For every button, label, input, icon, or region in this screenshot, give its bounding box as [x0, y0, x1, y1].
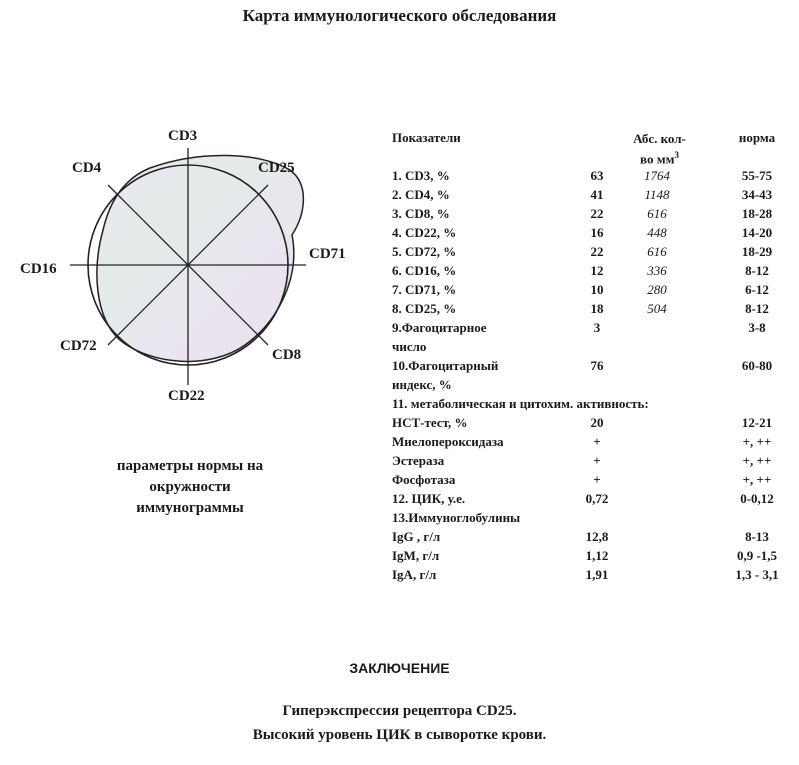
row-name: 9.Фагоцитарное — [392, 320, 487, 335]
row-value: 20 — [590, 415, 604, 430]
row-norm: 18-29 — [741, 244, 773, 259]
row-value: + — [593, 453, 601, 468]
row-name: IgM, г/л — [392, 548, 440, 563]
row-value: 76 — [590, 358, 604, 373]
immunogram-diagram — [0, 0, 380, 440]
row-norm: +, ++ — [742, 453, 772, 468]
row-value: 22 — [590, 206, 604, 221]
diagram-caption — [70, 456, 310, 519]
row-name: 8. CD25, % — [392, 301, 457, 316]
row-name: Фосфотаза — [392, 472, 456, 487]
row-name: IgG , г/л — [392, 529, 441, 544]
table-row — [392, 166, 799, 185]
row-value: 12,8 — [585, 529, 609, 544]
axis-label-cd16: CD16 — [20, 261, 57, 277]
table-row — [392, 470, 799, 489]
table-row — [392, 356, 799, 375]
row-norm: +, ++ — [742, 434, 772, 449]
row-value: 3 — [593, 320, 601, 335]
row-name: 6. CD16, % — [392, 263, 457, 278]
row-value: + — [593, 434, 601, 449]
table-row — [392, 242, 799, 261]
table-row — [392, 223, 799, 242]
header-indicator: Показатели — [392, 130, 461, 145]
row-abs-count: 336 — [647, 263, 667, 278]
row-value: 63 — [590, 168, 604, 183]
row-name: 7. CD71, % — [392, 282, 457, 297]
row-norm: 0-0,12 — [740, 491, 774, 506]
row-abs-count: 1764 — [644, 168, 670, 183]
row-name: НСТ-тест, % — [392, 415, 468, 430]
caption-line: окружности — [149, 479, 231, 495]
row-name: 3. CD8, % — [392, 206, 450, 221]
row-name: Эстераза — [392, 453, 445, 468]
axis-label-cd3: CD3 — [168, 128, 198, 144]
axis-label-cd8: CD8 — [272, 347, 302, 363]
row-name: IgA, г/л — [392, 567, 437, 582]
axis-label-cd71: CD71 — [309, 246, 346, 262]
row-norm: 55-75 — [741, 168, 773, 183]
results-table — [392, 130, 792, 600]
table-row — [392, 280, 799, 299]
row-norm: 18-28 — [741, 206, 773, 221]
row-value: 41 — [590, 187, 604, 202]
table-row — [392, 527, 799, 546]
row-abs-count: 448 — [647, 225, 667, 240]
conclusion-line-1: Гиперэкспрессия рецептора CD25. — [282, 703, 517, 719]
axis-label-cd4: CD4 — [72, 160, 102, 176]
caption-line: иммунограммы — [136, 500, 244, 516]
row-abs-count: 616 — [647, 206, 667, 221]
row-abs-count: 1148 — [644, 187, 670, 202]
row-norm: 8-12 — [745, 301, 769, 316]
patient-profile-shape — [97, 155, 303, 361]
table-row — [392, 394, 799, 413]
table-row — [392, 337, 799, 356]
row-name: 11. метаболическая и цитохим. активность: — [392, 396, 649, 411]
table-row — [392, 546, 799, 565]
row-value: + — [593, 472, 601, 487]
table-body — [392, 166, 799, 584]
caption-line: параметры нормы на — [116, 458, 264, 474]
header-abs-count — [622, 130, 697, 167]
row-norm: 8-13 — [745, 529, 769, 544]
table-row — [392, 261, 799, 280]
row-name: число — [392, 339, 427, 354]
row-value: 16 — [590, 225, 604, 240]
table-row — [392, 318, 799, 337]
header-norm: норма — [738, 130, 776, 145]
row-norm: +, ++ — [742, 472, 772, 487]
row-name: индекс, % — [392, 377, 452, 392]
row-norm: 6-12 — [745, 282, 769, 297]
table-row — [392, 204, 799, 223]
row-value: 1,12 — [585, 548, 609, 563]
row-name: 4. CD22, % — [392, 225, 457, 240]
row-value: 12 — [590, 263, 604, 278]
page-title: Карта иммунологического обследования — [242, 6, 557, 25]
row-norm: 8-12 — [745, 263, 769, 278]
row-value: 10 — [590, 282, 604, 297]
table-row — [392, 432, 799, 451]
row-name: 1. CD3, % — [392, 168, 450, 183]
row-norm: 14-20 — [741, 225, 773, 240]
row-norm: 3-8 — [748, 320, 766, 335]
row-abs-count: 504 — [647, 301, 667, 316]
table-row — [392, 508, 799, 527]
row-name: 12. ЦИК, у.е. — [392, 491, 466, 506]
table-row — [392, 375, 799, 394]
axis-label-cd72: CD72 — [60, 338, 97, 354]
header-abs-line1: Абс. кол- — [633, 131, 686, 146]
table-row — [392, 413, 799, 432]
row-name: 2. CD4, % — [392, 187, 450, 202]
row-name: 5. CD72, % — [392, 244, 457, 259]
row-norm: 0,9 -1,5 — [736, 548, 778, 563]
table-row — [392, 489, 799, 508]
row-norm: 60-80 — [741, 358, 773, 373]
conclusion-line-2: Высокий уровень ЦИК в сыворотке крови. — [252, 727, 547, 743]
row-value: 1,91 — [585, 567, 609, 582]
table-row — [392, 451, 799, 470]
row-norm: 34-43 — [741, 187, 773, 202]
row-norm: 12-21 — [741, 415, 773, 430]
axis-label-cd25: CD25 — [258, 160, 295, 176]
table-row — [392, 565, 799, 584]
table-row — [392, 299, 799, 318]
row-name: 13.Иммуноглобулины — [392, 510, 521, 525]
conclusion-title: ЗАКЛЮЧЕНИЕ — [349, 660, 450, 676]
row-abs-count: 616 — [647, 244, 667, 259]
axis-label-cd22: CD22 — [168, 388, 205, 404]
header-abs-line2: во $мм^3$ — [640, 150, 679, 167]
row-abs-count: 280 — [647, 282, 667, 297]
table-row — [392, 185, 799, 204]
row-value: 18 — [590, 301, 604, 316]
row-name: 10.Фагоцитарный — [392, 358, 499, 373]
row-value: 22 — [590, 244, 604, 259]
row-name: Миелопероксидаза — [392, 434, 504, 449]
row-norm: 1,3 - 3,1 — [735, 567, 779, 582]
row-value: 0,72 — [585, 491, 609, 506]
